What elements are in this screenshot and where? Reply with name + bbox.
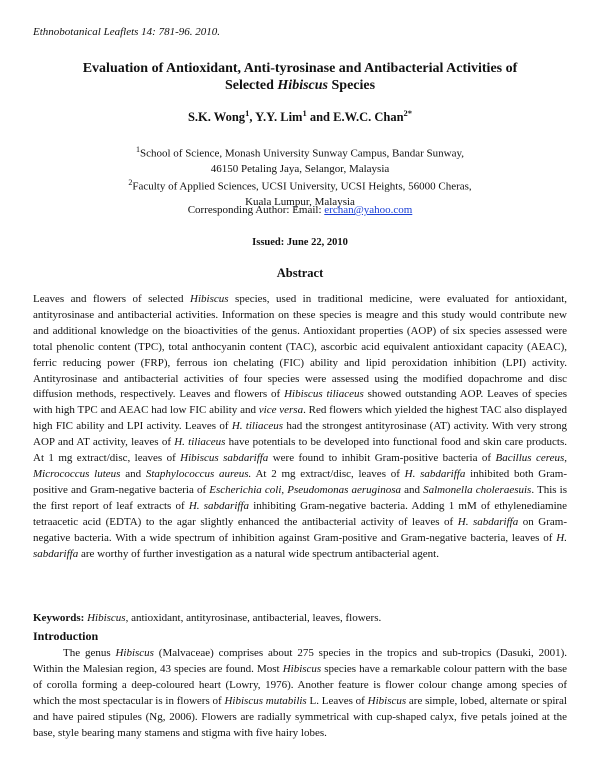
text-run: species have a remarkable colour pattern with the base of corolla forming a deep-coloured heart (Lowry, 1976). Another feature is flower colour change among species of which the most spectacular is in flowers of <box>33 662 567 707</box>
abstract-heading: Abstract <box>276 266 324 280</box>
italic-term: H. sabdariffa <box>457 515 519 528</box>
text-run: on Gram-negative bacteria. With a wide spectrum of inhibition against Gram-positive and Gram-negative bacteria, leaves of <box>33 515 567 544</box>
affiliation-mark: 2 <box>128 178 133 187</box>
text-run: were found to inhibit Gram-positive bacteria of <box>268 452 496 465</box>
affiliation-line: 46150 Petaling Jaya, Selangor, Malaysia <box>210 162 390 175</box>
italic-term: H. sabdariffa <box>404 467 466 480</box>
text-run: species, used in traditional medicine, were evaluated for antioxidant, antityrosinase and antibacterial activities. Information on these species is meagre and this study would contribute new and additional knowledge on the bioactivities of the genus. Antioxidant properties (AOP) of six species assessed were total phenolic content (TPC), total anthocyanin content (TAC), ascorbic acid equivalent antioxidant capacity (AEAC), ferric reducing power (FRP), ferrous ion chelating (FIC) ability and lipid peroxidation inhibition (LPI) activity. Antityrosinase and antibacterial activities of four species were assessed using the modified dopachrome and disc diffusion methods, respectively. Leaves and flowers of <box>33 293 568 401</box>
text-run: have potentials to be developed into functional food and skin care products. At 1 mg extract/disc, leaves of <box>33 436 567 465</box>
affiliation-line: School of Science, Monash University Sunway Campus, Bandar Sunway, <box>139 147 465 160</box>
text-run: had the strongest antityrosinase (AT) activity. With very strong AOP and AT activity, leaves of <box>33 420 568 449</box>
email-link[interactable]: erchan@yahoo.com <box>324 204 413 216</box>
journal-citation: Ethnobotanical Leaflets 14: 781-96. 2010. <box>33 26 220 38</box>
text-run: , <box>564 452 568 465</box>
text-run: inhibited both Gram-positive and Gram-negative bacteria of <box>33 467 567 496</box>
italic-term: Hibiscus <box>115 647 154 659</box>
affiliation-line: Faculty of Applied Sciences, UCSI University, UCSI Heights, 56000 Cheras, <box>132 180 472 193</box>
title-line2-post: Species <box>328 78 376 93</box>
italic-term: Bacillus cereus <box>495 452 565 465</box>
author-list <box>0 108 600 125</box>
text-run: inhibiting Gram-negative bacteria. Adding 1 mM of ethylenediamine tetraacetic acid (EDTA) to the agar slightly enhanced the antibacterial activity of leaves of <box>33 499 568 528</box>
italic-term: Hibiscus <box>282 662 322 675</box>
text-run: and <box>401 483 424 496</box>
corresponding-author <box>0 204 600 216</box>
title-line1: Evaluation of Antioxidant, Anti-tyrosinase and Antibacterial Activities of <box>82 61 518 76</box>
text-run: showed outstanding AOP. Leaves of species with high TPC and AEAC had low FIC ability and <box>33 388 567 417</box>
italic-term: H. tiliaceus <box>174 436 226 449</box>
author-affiliation-mark: 1 <box>302 108 307 118</box>
keywords-label: Keywords: <box>33 612 88 624</box>
author-name: E.W.C. Chan <box>333 110 404 125</box>
affiliation-mark: 1 <box>135 145 140 154</box>
text-run: (Malvaceae) comprises about 275 species in the tropics and sub-tropics (Dasuki, 2001). Within the Malesian region, 43 species are found. Most <box>33 647 568 675</box>
italic-term: H. tiliaceus <box>231 420 284 433</box>
text-run: At 2 mg extract/disc, leaves of <box>251 467 405 480</box>
italic-term: Hibiscus mutabilis <box>224 694 307 707</box>
keywords-rest: , antioxidant, antityrosinase, antibacterial, leaves, flowers. <box>125 612 382 624</box>
paper-title <box>40 60 560 94</box>
italic-term: Pseudomonas aeruginosa <box>287 483 401 496</box>
text-run: are worthy of further investigation as a natural wide spectrum antibacterial agent. <box>78 547 439 560</box>
italic-term: Salmonella choleraesuis <box>423 483 532 496</box>
corresponding-label: Corresponding Author: Email: <box>187 204 325 216</box>
title-line2-pre: Selected <box>224 78 278 93</box>
affiliation-line: Kuala Lumpur, Malaysia <box>245 195 355 208</box>
text-run: Leaves and flowers of selected <box>33 293 191 305</box>
italic-term: Micrococcus luteus <box>33 467 121 480</box>
introduction-heading: Introduction <box>33 629 99 643</box>
author-separator: , <box>249 110 256 125</box>
italic-term: vice versa <box>258 404 304 417</box>
text-run: . This is the first report of leaf extracts of <box>33 483 568 512</box>
text-run: . Red flowers which yielded the highest TAC also displayed high FIC ability and LPI activity. Leaves of <box>33 404 567 433</box>
italic-term: Staphylococcus aureus. <box>145 467 252 480</box>
introduction-paragraph <box>33 646 567 741</box>
text-run: The genus <box>63 647 116 659</box>
keywords-line <box>33 612 567 624</box>
keyword-genus: Hibiscus <box>87 612 126 624</box>
abstract-paragraph <box>33 292 567 562</box>
text-run: L. Leaves of <box>306 694 368 707</box>
issued-date: Issued: June 22, 2010 <box>252 237 348 248</box>
affiliation-1 <box>0 142 600 177</box>
text-run: , <box>281 483 288 496</box>
italic-term: H. sabdariffa <box>33 531 567 560</box>
author-separator: and <box>306 110 334 125</box>
title-genus: Hibiscus <box>277 78 328 93</box>
author-affiliation-mark: 2* <box>403 108 413 118</box>
italic-term: H. sabdariffa <box>188 499 249 512</box>
italic-term: Hibiscus <box>367 694 407 707</box>
italic-term: Escherichia coli <box>209 483 282 496</box>
text-run: and <box>120 467 146 480</box>
italic-term: Hibiscus tiliaceus <box>284 388 364 401</box>
author-name: Y.Y. Lim <box>255 110 303 125</box>
italic-term: Hibiscus <box>190 293 229 305</box>
italic-term: Hibiscus sabdariffa <box>180 452 269 465</box>
author-affiliation-mark: 1 <box>245 108 250 118</box>
author-name: S.K. Wong <box>187 110 246 125</box>
text-run: are simple, lobed, alternate or spiral and have paired stipules (Ng, 2006). Flowers are radially symmetrical with cup-shaped calyx, five petals joined at the base, style bearing many stamens and stigma with five hairy lobes. <box>33 694 567 739</box>
